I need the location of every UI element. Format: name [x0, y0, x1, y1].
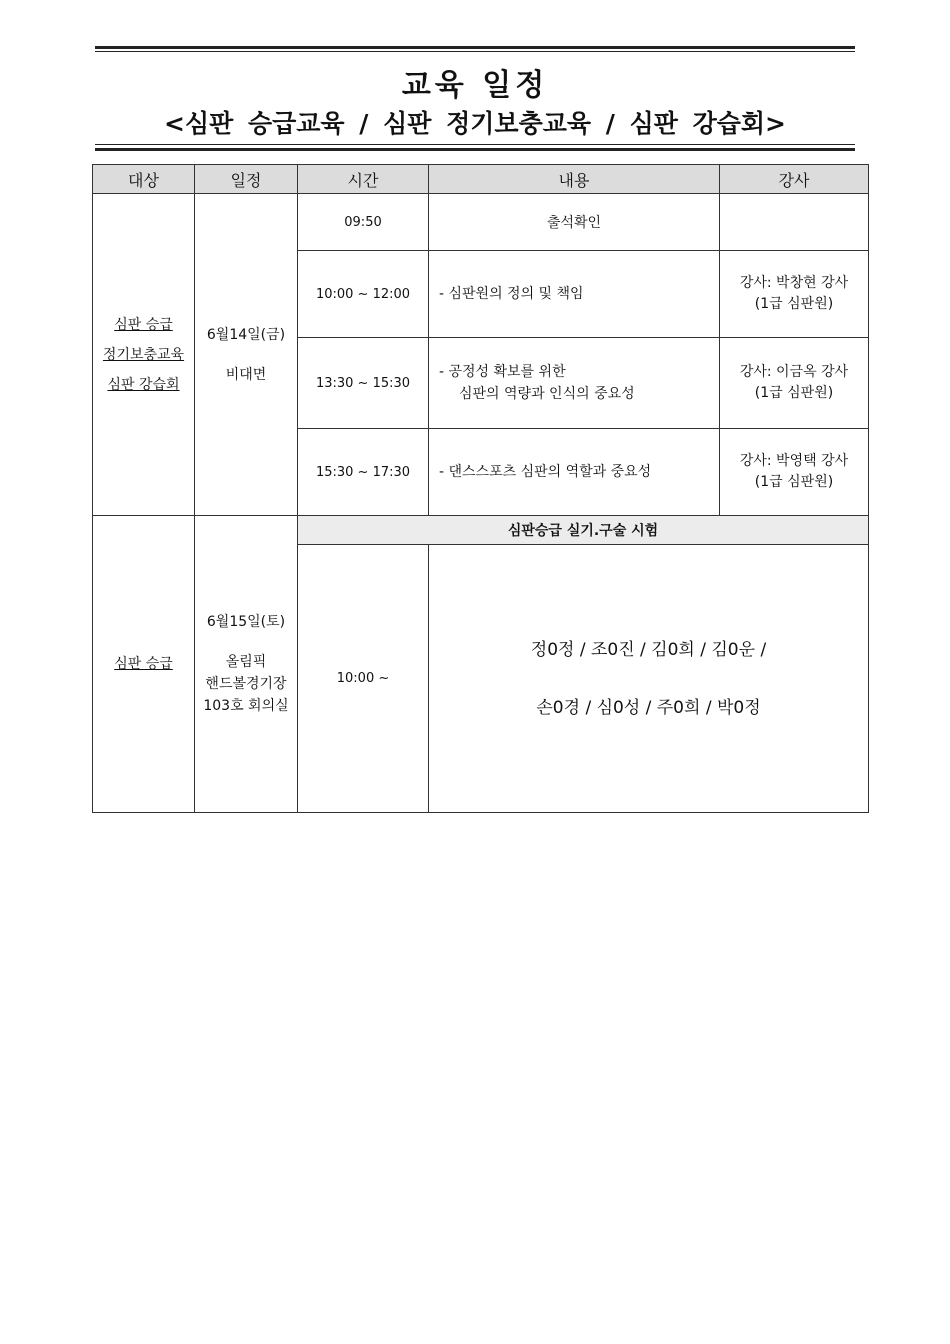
content-line: 심판의 역량과 인식의 중요성 — [459, 386, 635, 402]
page-title: 교육 일정 — [401, 68, 549, 103]
lecturer-grade: (1급 심판원) — [754, 385, 834, 401]
content-line: - 공정성 확보를 위한 — [439, 364, 566, 380]
lecturer-cell — [720, 338, 869, 429]
target-line: 심판 승급 — [114, 316, 173, 333]
venue-line: 103호 회의실 — [203, 698, 289, 714]
group1-date — [195, 194, 298, 516]
header-date: 일정 — [195, 165, 298, 194]
lecturer-name: 강사: 박창현 강사 — [739, 275, 849, 291]
header-time: 시간 — [298, 165, 429, 194]
lecturer-cell — [720, 429, 869, 516]
header-target: 대상 — [93, 165, 195, 194]
lecturer-name: 강사: 이금옥 강사 — [739, 364, 849, 380]
content-cell — [429, 251, 720, 338]
venue-line: 핸드볼경기장 — [205, 676, 287, 692]
title-block — [95, 46, 855, 152]
table-row — [93, 516, 869, 545]
content-cell — [429, 429, 720, 516]
time-cell: 09:50 — [298, 194, 429, 251]
group2-date — [195, 516, 298, 813]
lecturer-cell — [720, 194, 869, 251]
content-cell — [429, 338, 720, 429]
venue-line: 올림픽 — [225, 654, 267, 670]
group1-target — [93, 194, 195, 516]
header-content: 내용 — [429, 165, 720, 194]
date-text: 6월14일(금) — [206, 326, 286, 343]
time-cell: 10:00 ~ 12:00 — [298, 251, 429, 338]
lecturer-grade: (1급 심판원) — [754, 296, 834, 312]
header-lecturer: 강사 — [720, 165, 869, 194]
content-line: - 댄스스포츠 심판의 역할과 중요성 — [439, 464, 652, 480]
time-cell: 10:00 ~ — [298, 545, 429, 813]
lecturer-grade: (1급 심판원) — [754, 474, 834, 490]
bottom-rule-thick — [95, 148, 855, 151]
header-row — [93, 165, 869, 194]
names-line: 손0경 / 심0성 / 주0희 / 박0정 — [536, 697, 761, 718]
top-rule-thick — [95, 46, 855, 49]
group2-target — [93, 516, 195, 813]
examinee-names — [429, 545, 869, 813]
target-line: 정기보충교육 — [102, 346, 185, 363]
target-line: 심판 승급 — [114, 656, 173, 672]
target-line: 심판 강습회 — [107, 376, 180, 393]
date-text: 6월15일(토) — [206, 614, 286, 630]
page-subtitle: <심판 승급교육 / 심판 정기보충교육 / 심판 강습회> — [164, 109, 786, 138]
time-cell: 15:30 ~ 17:30 — [298, 429, 429, 516]
lecturer-cell — [720, 251, 869, 338]
top-rule-thin — [95, 51, 855, 52]
schedule-table — [92, 164, 869, 813]
table-row — [93, 194, 869, 251]
lecturer-name: 강사: 박영택 강사 — [739, 453, 849, 469]
content-cell: 출석확인 — [429, 194, 720, 251]
exam-subheader: 심판승급 실기.구술 시험 — [298, 516, 869, 545]
content-line: - 심판원의 정의 및 책임 — [439, 286, 584, 302]
mode-text: 비대면 — [225, 366, 267, 383]
time-cell: 13:30 ~ 15:30 — [298, 338, 429, 429]
names-line: 정0정 / 조0진 / 김0희 / 김0운 / — [530, 639, 767, 660]
bottom-rule-thin — [95, 144, 855, 145]
